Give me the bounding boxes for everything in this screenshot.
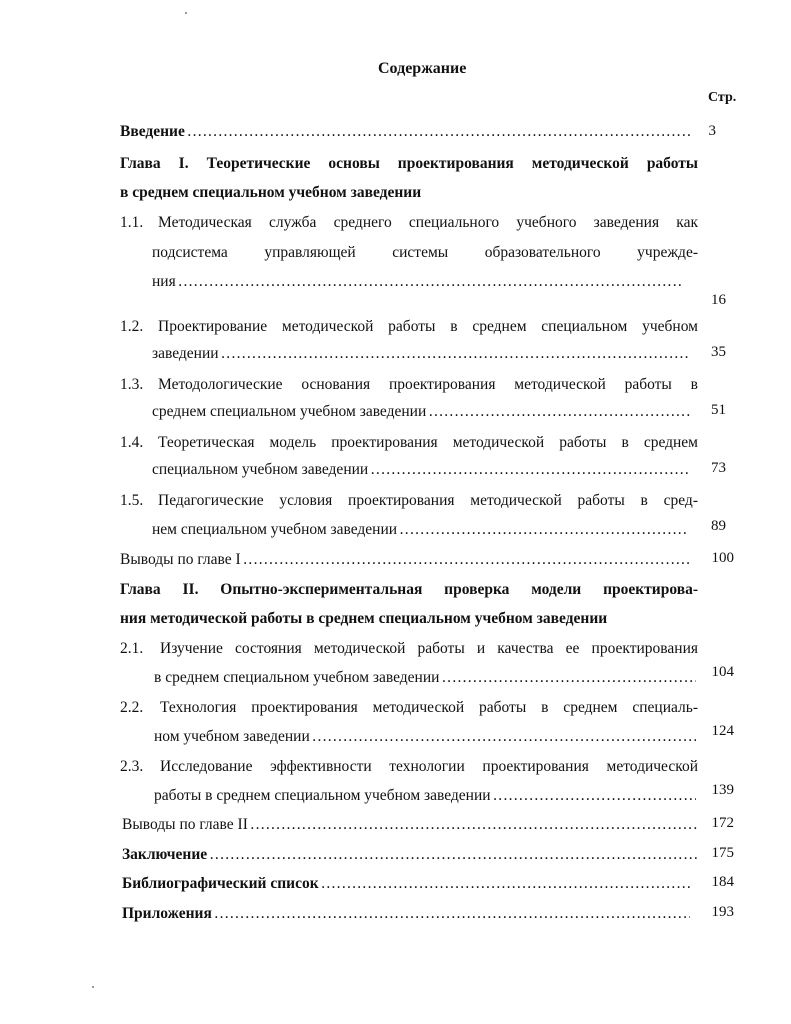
page-number: 139 (711, 782, 734, 798)
page-number: 172 (711, 815, 734, 831)
toc-entry-intro[interactable]: Введение . . . (120, 123, 690, 141)
toc-entry-1-5[interactable]: Педагогические условия проектирования методической работы в сред- (158, 492, 698, 509)
section-number: 1.5. (120, 492, 144, 509)
page-number: 16 (711, 292, 726, 308)
toc-entry-1-1[interactable]: Методическая служба среднего специального учебного заведения как (158, 214, 698, 231)
chapter-2-heading[interactable]: Глава II. Опытно-экспериментальная проверка модели проектирова- (120, 581, 698, 598)
toc-entry-1-1-cont2: ния . . . (152, 273, 682, 291)
toc-entry-1-2-cont: заведении . . . (152, 345, 688, 363)
toc-entry-1-3[interactable]: Методологические основания проектирования методической работы в (158, 376, 698, 393)
page-number: 89 (711, 518, 726, 534)
section-number: 2.1. (120, 640, 144, 657)
toc-entry-2-2-cont: ном учебном заведении . . . (154, 728, 696, 746)
scan-speck (92, 986, 94, 988)
page-column-header: Стр. (708, 90, 737, 105)
toc-entry-1-4[interactable]: Теоретическая модель проектирования методической работы в среднем (158, 434, 698, 451)
toc-entry-2-1[interactable]: Изучение состояния методической работы и качества ее проектирования (160, 640, 698, 657)
page-number: 51 (711, 402, 726, 418)
page-title: Содержание (378, 60, 467, 77)
page-number: 104 (711, 664, 734, 680)
page-number: 193 (711, 904, 734, 920)
chapter-2-heading-cont: ния методической работы в среднем специальном учебном заведении (120, 610, 608, 627)
page-number: 124 (711, 723, 734, 739)
toc-entry-1-5-cont: нем специальном учебном заведении . . . (152, 521, 686, 539)
toc-entry-1-2[interactable]: Проектирование методической работы в среднем специальном учебном (158, 318, 698, 335)
section-number: 2.2. (120, 699, 144, 716)
toc-entry-appendix[interactable]: Приложения . . . (122, 905, 690, 923)
page-number: 3 (708, 123, 716, 139)
section-number: 1.4. (120, 434, 144, 451)
toc-entry-conclusions-2[interactable]: Выводы по главе II . . . (122, 816, 698, 834)
toc-entry-2-3[interactable]: Исследование эффективности технологии проектирования методической (160, 758, 698, 775)
toc-entry-bibliography[interactable]: Библиографический список . . . (122, 875, 692, 893)
toc-entry-conclusion[interactable]: Заключение . . . (122, 846, 698, 864)
toc-entry-2-2[interactable]: Технология проектирования методической работы в среднем специаль- (160, 699, 698, 716)
chapter-1-heading-cont: в среднем специальном учебном заведении (120, 184, 422, 201)
section-number: 1.3. (120, 376, 144, 393)
toc-entry-1-4-cont: специальном учебном заведении . . . (152, 461, 688, 479)
toc-entry-2-1-cont: в среднем специальном учебном заведении . . . (154, 669, 696, 687)
page-number: 175 (711, 845, 734, 861)
page-number: 35 (711, 344, 726, 360)
section-number: 1.2. (120, 318, 144, 335)
scan-speck (185, 12, 187, 14)
section-number: 1.1. (120, 214, 144, 231)
section-number: 2.3. (120, 758, 144, 775)
page-number: 184 (711, 874, 734, 890)
toc-entry-1-1-cont: подсистема управляющей системы образовательного учрежде- (152, 244, 698, 261)
page-number: 100 (711, 550, 734, 566)
page-number: 73 (711, 460, 726, 476)
toc-entry-conclusions-1[interactable]: Выводы по главе I . . . (120, 551, 692, 569)
chapter-1-heading[interactable]: Глава I. Теоретические основы проектирования методической работы (120, 155, 698, 172)
toc-entry-2-3-cont: работы в среднем специальном учебном заведении . . . (154, 787, 696, 805)
toc-entry-1-3-cont: среднем специальном учебном заведении . . . (152, 403, 692, 421)
